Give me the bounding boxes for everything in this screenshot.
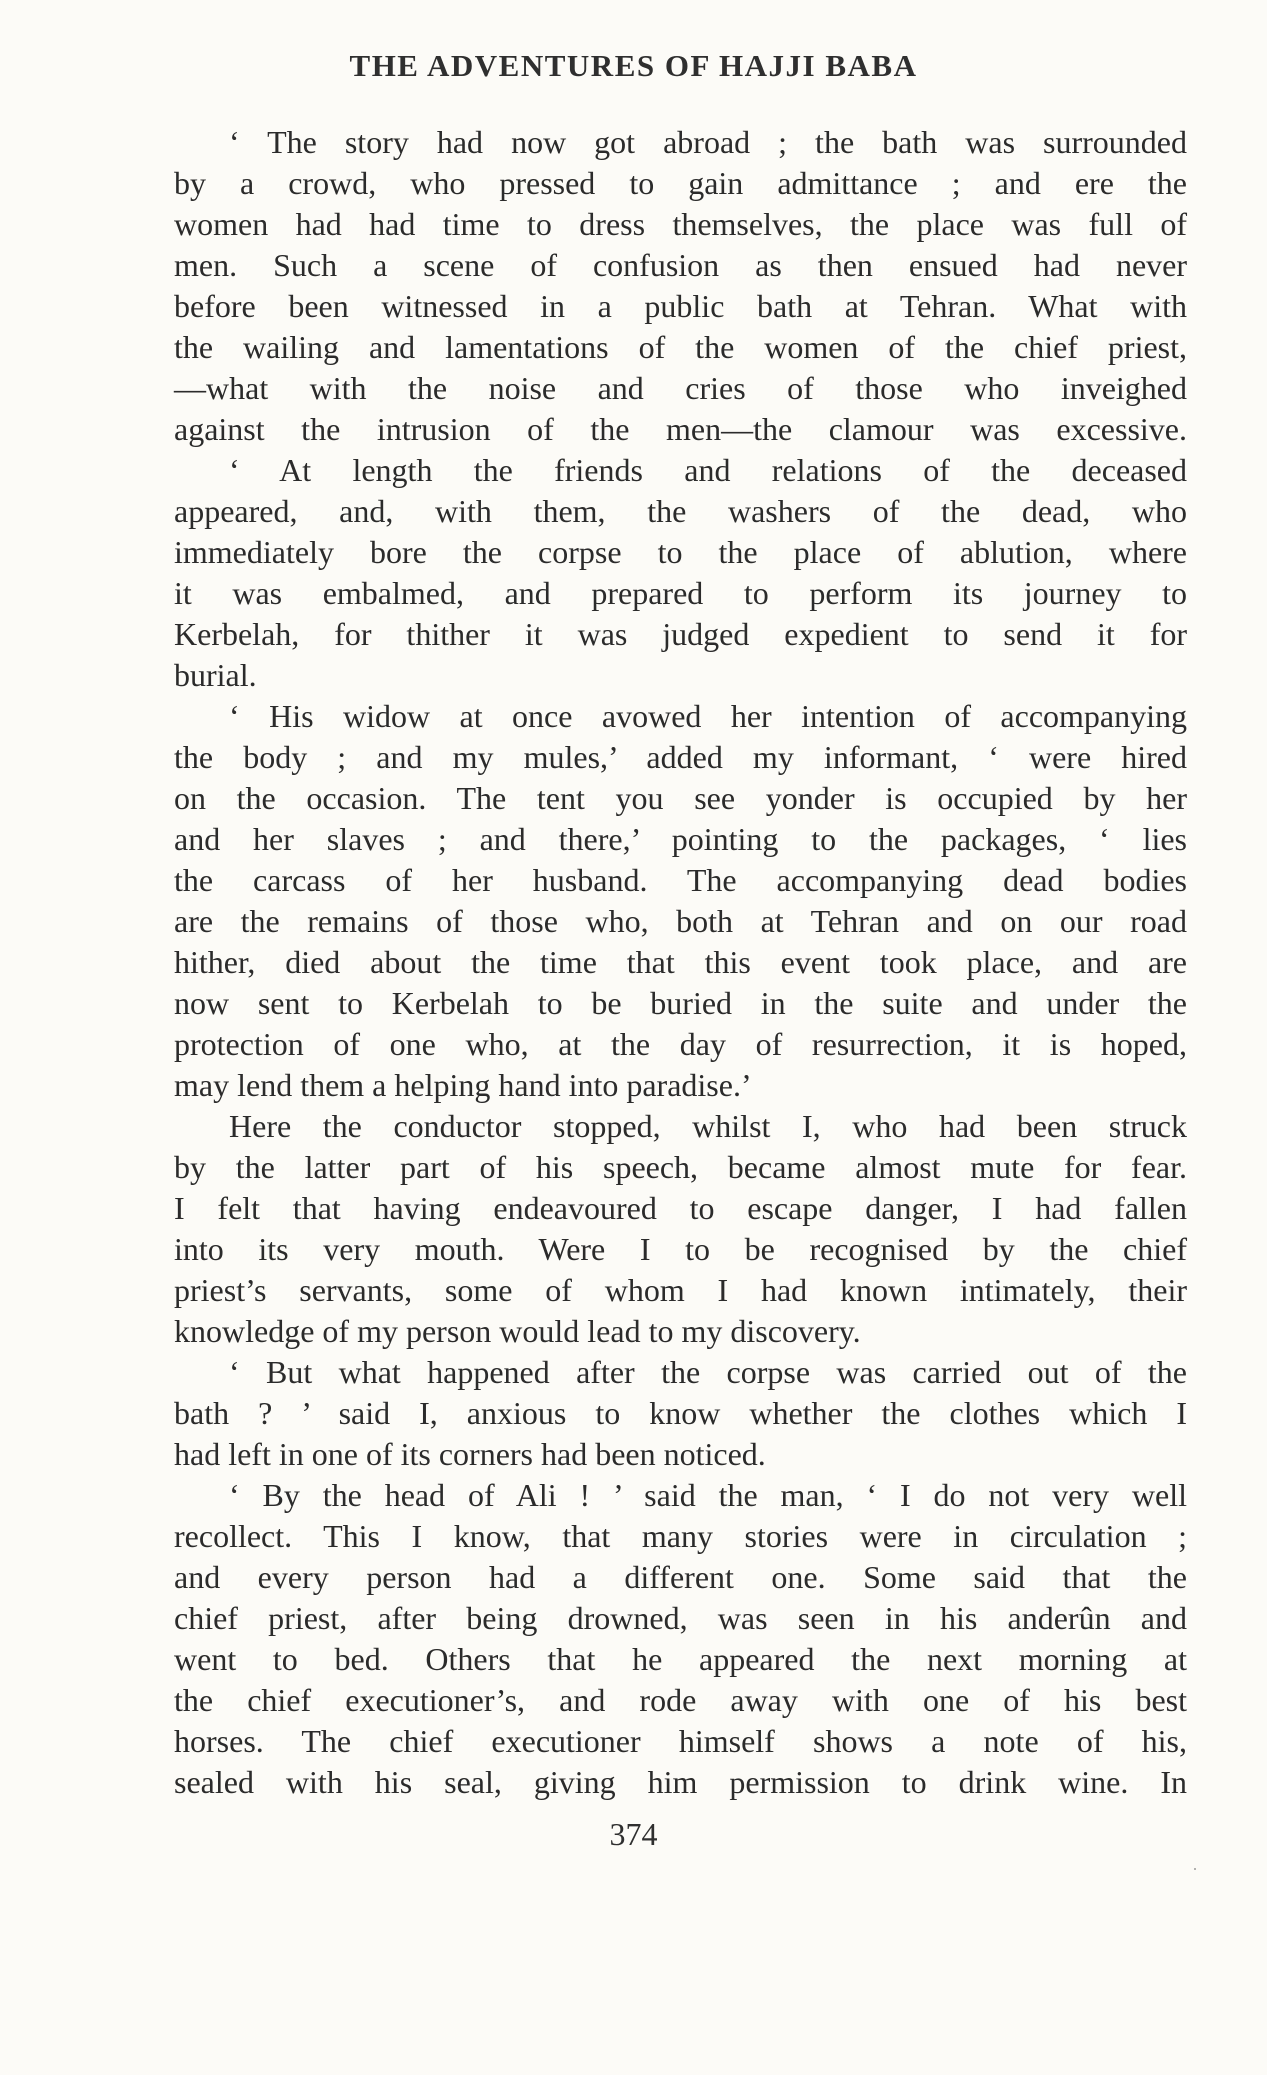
text-line: into its very mouth. Were I to be recognised by the chief [174, 1231, 1187, 1267]
text-line: ‘ At length the friends and relations of the deceased [229, 452, 1187, 488]
text-line: hither, died about the time that this event took place, and are [174, 944, 1187, 980]
body-text [174, 122, 1187, 1803]
text-line: against the intrusion of the men—the clamour was excessive. [174, 411, 1187, 447]
text-line: chief priest, after being drowned, was seen in his anderûn and [174, 1600, 1187, 1636]
text-line: horses. The chief executioner himself shows a note of his, [174, 1723, 1187, 1759]
text-line: I felt that having endeavoured to escape danger, I had fallen [174, 1190, 1187, 1226]
text-line: sealed with his seal, giving him permission to drink wine. In [174, 1764, 1187, 1800]
text-line: had left in one of its corners had been noticed. [174, 1436, 766, 1472]
running-head: THE ADVENTURES OF HAJJI BABA [349, 48, 918, 83]
text-line: on the occasion. The tent you see yonder is occupied by her [174, 780, 1187, 816]
text-line: bath ? ’ said I, anxious to know whether the clothes which I [174, 1395, 1187, 1431]
text-line: Kerbelah, for thither it was judged expedient to send it for [174, 616, 1187, 652]
text-line: recollect. This I know, that many stories were in circulation ; [174, 1518, 1187, 1554]
text-line: ‘ But what happened after the corpse was carried out of the [229, 1354, 1187, 1390]
text-line: before been witnessed in a public bath at Tehran. What with [174, 288, 1187, 324]
text-line: now sent to Kerbelah to be buried in the suite and under the [174, 985, 1187, 1021]
text-line: the body ; and my mules,’ added my informant, ‘ were hired [174, 739, 1187, 775]
text-line: protection of one who, at the day of resurrection, it is hoped, [174, 1026, 1187, 1062]
text-line: priest’s servants, some of whom I had known intimately, their [174, 1272, 1187, 1308]
text-line: knowledge of my person would lead to my discovery. [174, 1313, 861, 1349]
text-line: immediately bore the corpse to the place of ablution, where [174, 534, 1187, 570]
text-line: and her slaves ; and there,’ pointing to the packages, ‘ lies [174, 821, 1187, 857]
text-line: women had had time to dress themselves, the place was full of [174, 206, 1187, 242]
text-line: —what with the noise and cries of those who inveighed [174, 370, 1187, 406]
page-number: 374 [609, 1816, 658, 1852]
text-line: ‘ His widow at once avowed her intention of accompanying [229, 698, 1187, 734]
text-line: went to bed. Others that he appeared the next morning at [174, 1641, 1187, 1677]
text-line: the chief executioner’s, and rode away with one of his best [174, 1682, 1187, 1718]
text-line: by the latter part of his speech, became almost mute for fear. [174, 1149, 1187, 1185]
text-line: Here the conductor stopped, whilst I, who had been struck [229, 1108, 1187, 1144]
text-line: by a crowd, who pressed to gain admittance ; and ere the [174, 165, 1187, 201]
text-line: the carcass of her husband. The accompanying dead bodies [174, 862, 1187, 898]
text-line: are the remains of those who, both at Tehran and on our road [174, 903, 1187, 939]
text-line: ‘ By the head of Ali ! ’ said the man, ‘ I do not very well [229, 1477, 1187, 1513]
text-line: burial. [174, 657, 257, 693]
text-line: may lend them a helping hand into paradise.’ [174, 1067, 752, 1103]
text-line: appeared, and, with them, the washers of the dead, who [174, 493, 1187, 529]
text-line: and every person had a different one. Some said that the [174, 1559, 1187, 1595]
text-line: ‘ The story had now got abroad ; the bath was surrounded [229, 124, 1187, 160]
text-line: the wailing and lamentations of the women of the chief priest, [174, 329, 1187, 365]
text-line: it was embalmed, and prepared to perform its journey to [174, 575, 1187, 611]
page-speck [1194, 1868, 1196, 1870]
text-line: men. Such a scene of confusion as then ensued had never [174, 247, 1187, 283]
